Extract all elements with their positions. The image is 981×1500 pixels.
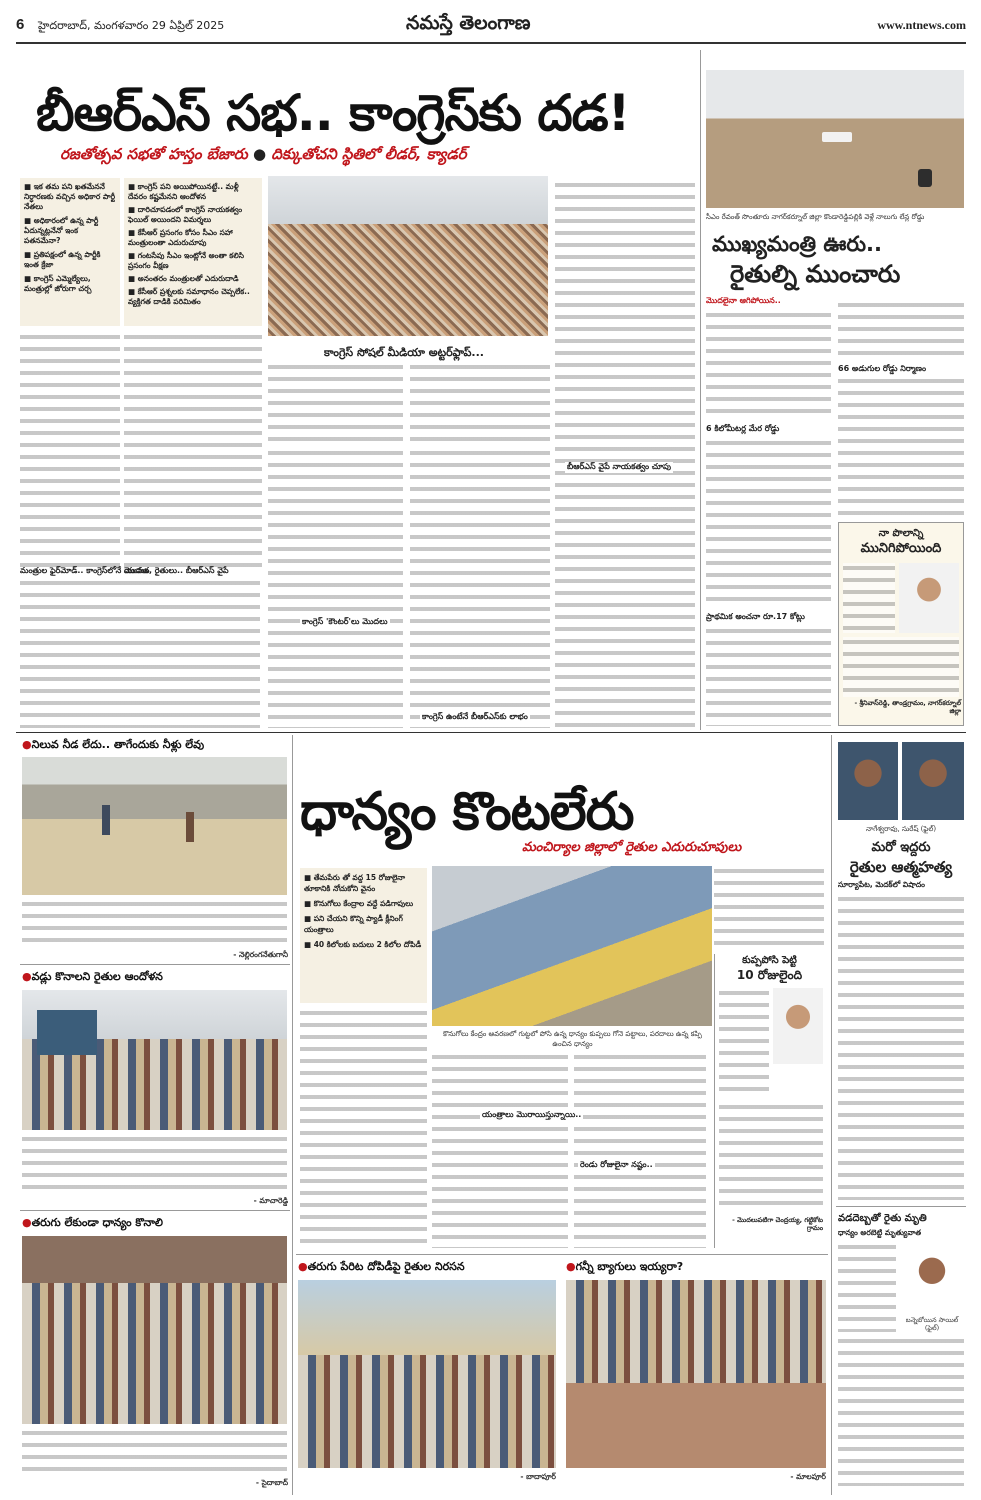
subhead-left: రజతోత్సవ సభతో హస్తం బేజారు xyxy=(60,145,248,163)
road-photo xyxy=(706,70,964,208)
right-col-text-2 xyxy=(838,1242,896,1332)
top-story-col-5 xyxy=(268,448,403,728)
victim-photo-2 xyxy=(902,742,964,820)
feature-2-text xyxy=(22,1134,287,1194)
inline-head: మంత్రుల ఫైర్‌మోడ్.. కాంగ్రెస్‌లోనే మొదలు xyxy=(20,566,150,575)
right-kicker: మరో ఇద్దరు xyxy=(871,840,931,855)
feature-2-byline: - మాచారెడ్డి xyxy=(253,1196,288,1205)
highlight-item: ■ కేసీఆర్ ప్రశ్నలకు సమాధానం చెప్పలేక.. వ్యక్తిగత దాడికి పరిమితం xyxy=(128,287,250,306)
quote-box-title-2: మునిగిపోయింది xyxy=(860,541,942,556)
site-url[interactable]: www.ntnews.com xyxy=(877,18,966,32)
top-story-col-1b xyxy=(20,578,260,728)
top-story-col-1 xyxy=(20,332,120,567)
right-dateline: సూర్యాపేట, మెదక్‌లో విషాదం xyxy=(838,880,925,889)
grain-inline-head: రెండు రోజులైనా నష్టం.. xyxy=(580,1160,653,1169)
feature-head: ● గన్నీ బ్యాగులు ఇయ్యరా? xyxy=(566,1260,683,1276)
highlight-item: ■ అనంతరం మంత్రులతో ఎదురుదాడి xyxy=(128,274,239,283)
feature-1-byline: - నెల్లిరంగనేతుగానీ xyxy=(233,950,288,959)
grain-col-2 xyxy=(432,1052,568,1248)
top-story-col-6 xyxy=(410,448,550,728)
grain-bullet: ■ తేమపేరు తో వద్ద 15 రోజులైనా తూకానికి నోచుకోని వైనం xyxy=(304,873,406,893)
cm-village-subhead: ప్రాథమిక అంచనా రూ.17 కోట్లు xyxy=(706,612,805,621)
feature-head: ● తరుగు పేరిట దోపిడీపై రైతుల నిరసన xyxy=(298,1260,465,1276)
top-story-subhead xyxy=(60,145,690,167)
cm-village-col-1 xyxy=(706,310,831,420)
bullet-icon: ● xyxy=(252,145,272,163)
inline-head: కాంగ్రెస్ ఉంటేనే బీఆర్ఎస్‌కు లాభం xyxy=(422,712,528,721)
right-sec2-kicker: ధాన్యం అరబెట్టి మృత్యువాత xyxy=(838,1228,922,1237)
grain-bullet: ■ పని చేయని కొన్ని ప్యాడీ క్లీనింగ్ యంత్రాలు xyxy=(304,914,403,934)
grain-photo-caption: కొనుగోలు కేంద్రం ఆవరణలో గుట్టలో పోసి ఉన్న ధాన్యం కుప్పలు గోనె పట్టాలు, పరదాలు ఉన్న కప్పి ఉంచిన ధాన్యం xyxy=(443,1030,702,1048)
highlight-item: ■ ప్రతిపక్షంలో ఉన్న పార్టీకి ఇంత క్రేజా xyxy=(24,250,101,269)
grain-col-3 xyxy=(574,1052,706,1248)
date-line: హైదరాబాద్, మంగళవారం 29 ఏప్రిల్ 2025 xyxy=(38,19,225,32)
right-sec2-head: వడదెబ్బతో రైతు మృతి xyxy=(838,1213,927,1224)
photo-overlay-caption: కాంగ్రెస్ సోషల్ మీడియా అట్టర్‌ఫ్లాప్... xyxy=(320,345,488,363)
highlights-box-right xyxy=(124,178,262,326)
grain-subhead: మంచిర్యాల జిల్లాలో రైతుల ఎదురుచూపులు xyxy=(522,840,742,855)
feature-head: ● నిలువ నీడ లేదు.. తాగేందుకు నీళ్లు లేవు xyxy=(22,738,204,754)
grain-quote-box xyxy=(714,954,824,1248)
grain-col-4 xyxy=(714,866,824,950)
grain-bullet: ■ కొనుగోలు కేంద్రాల వద్దే పడిగాపులు xyxy=(304,899,414,908)
highlight-item: ■ దారిచూపడంలో కాంగ్రెస్ నాయకత్వం ఫెయిల్ అయిందని విమర్శలు xyxy=(128,205,243,224)
grain-inline-head: యంత్రాలు మొరాయిస్తున్నాయి.. xyxy=(482,1110,582,1119)
cm-village-col-2 xyxy=(838,300,964,360)
subhead-right: దిక్కుతోచని స్థితిలో లీడర్, క్యాడర్ xyxy=(271,145,467,163)
feature-head: ● తరుగు లేకుండా ధాన్యం కొనాలి xyxy=(22,1216,163,1232)
victim-photo-caption: నాగేశ్వరావు, సురేష్ (ఫైల్) xyxy=(865,825,937,833)
farmer-portrait xyxy=(899,563,959,633)
top-story-col-7 xyxy=(555,180,695,728)
road-photo-caption: సీఎం రేవంత్ సొంతూరు నాగర్‌కర్నూల్ జిల్లా కొండారెడ్డిపల్లికి వెళ్లే నాలుగు లేన్ల రోడ్డు xyxy=(706,213,925,221)
victim-photo-3 xyxy=(900,1242,964,1314)
quote-box-title-1: నా పొలాన్ని xyxy=(878,528,924,539)
grain-bullet: ■ 40 కిలోలకు బదులు 2 కిలోల దోపిడీ xyxy=(304,940,422,949)
highlights-box xyxy=(20,178,120,326)
highlight-item: ■ కాంగ్రెస్ పని అయిపోయినట్టే.. మళ్లీ దేవరం కష్టమేనని ఆందోళన xyxy=(128,182,239,201)
victim-photo-1 xyxy=(838,742,898,820)
highlight-item: ■ కాంగ్రెస్ ఎమ్మెల్యేలు, మంత్రుల్లో జోరుగా చర్చ xyxy=(24,274,92,293)
cm-village-headline-1: ముఖ్యమంత్రి ఊరు.. xyxy=(712,232,882,256)
top-story-col-3 xyxy=(268,362,403,442)
grain-headline: ధాన్యం కొంటలేరు xyxy=(300,782,634,842)
highlight-item: ■ కేసీఆర్ ప్రసంగం కోసం సీఎం సహా మంత్రులంతా ఎదురుచూపు xyxy=(128,228,233,247)
highlight-item: ■ ఇక తమ పని ఖతమేననే నిర్ధారణకు వచ్చిన అధికార పార్టీ నేతలు xyxy=(24,182,116,211)
feature-photo-1 xyxy=(22,757,287,895)
farmer-portrait-2 xyxy=(773,988,823,1064)
quote-box-byline: - శ్రీనివాస్‌రెడ్డి, తాండ్రగ్రామం, నాగర్‌కర్నూల్ జిల్లా xyxy=(854,699,961,715)
cm-village-col-1c xyxy=(706,626,831,726)
highlight-item: ■ గంటసేపు సీఎం ఇంట్లోనే అంతా కలిసి ప్రసంగం వీక్షణ xyxy=(128,251,244,270)
feature-head: ● వడ్లు కొనాలని రైతుల ఆందోళన xyxy=(22,970,163,986)
grain-box-title-2: 10 రోజులైంది xyxy=(736,968,803,982)
grain-bullets xyxy=(300,868,427,1003)
right-headline: రైతుల ఆత్మహత్య xyxy=(849,858,953,876)
cm-village-subhead: 66 అడుగుల రోడ్డు నిర్మాణం xyxy=(838,364,927,373)
cm-village-col-2b xyxy=(838,376,964,516)
bottom-photo-2 xyxy=(566,1280,826,1468)
bottom-photo-1 xyxy=(298,1280,556,1468)
feature-3-text xyxy=(22,1428,287,1476)
feature-3-byline: - సైదాబాద్ xyxy=(255,1478,288,1487)
top-story-headline: బీఆర్ఎస్ సభ.. కాంగ్రెస్‌కు దడ! xyxy=(36,84,630,142)
quote-box xyxy=(838,522,964,726)
rally-photo xyxy=(268,176,548,336)
top-story-col-2 xyxy=(124,332,262,567)
cm-village-col-1b xyxy=(706,438,831,608)
feature-1-text xyxy=(22,899,287,949)
page-header xyxy=(16,6,966,44)
cm-village-kicker: మొదలైనా ఆగిపోయిన.. xyxy=(706,296,781,305)
inline-head: కాంగ్రెస్ 'కౌంటర్'లు మొదలు xyxy=(302,617,388,626)
grain-col-1 xyxy=(300,1008,427,1248)
top-story-col-4 xyxy=(410,362,550,442)
grain-photo xyxy=(432,866,712,1026)
bottom-feature-2-byline: - మాలపూర్ xyxy=(790,1472,826,1481)
right-col-text-3 xyxy=(838,1336,964,1486)
cm-village-headline-2: రైతుల్ని ముంచారు xyxy=(730,260,901,288)
feature-photo-3 xyxy=(22,1236,287,1424)
bottom-feature-1-byline: - బాదాపూర్ xyxy=(520,1472,556,1481)
masthead: నమస్తే తెలంగాణ xyxy=(406,12,531,34)
page-number: 6 xyxy=(16,16,25,33)
highlight-item: ■ అధికారంలో ఉన్న పార్టీ ఏదున్నట్లనేనో ఇంక పతనమేనా? xyxy=(24,216,99,245)
victim-photo-3-caption: బన్నెబోయిన సాయిల్ (ఫైల్) xyxy=(905,1316,959,1332)
grain-box-byline: - మొదలుపటిగా చెంద్రయ్య, గట్టికోట గ్రామం xyxy=(732,1216,823,1232)
cm-village-subhead: 6 కిలోమీటర్ల మేర రోడ్డు xyxy=(706,424,780,433)
feature-photo-2 xyxy=(22,990,287,1130)
right-col-text-1 xyxy=(838,894,964,1200)
inline-head: బీఆర్ఎస్ వైపే నాయకత్వం చూపు xyxy=(567,462,671,471)
grain-box-title-1: కుప్పపోసి పెట్టి xyxy=(742,955,797,966)
inline-head: యువత, రైతులు.. బీఆర్ఎస్ వైపే xyxy=(124,566,229,575)
